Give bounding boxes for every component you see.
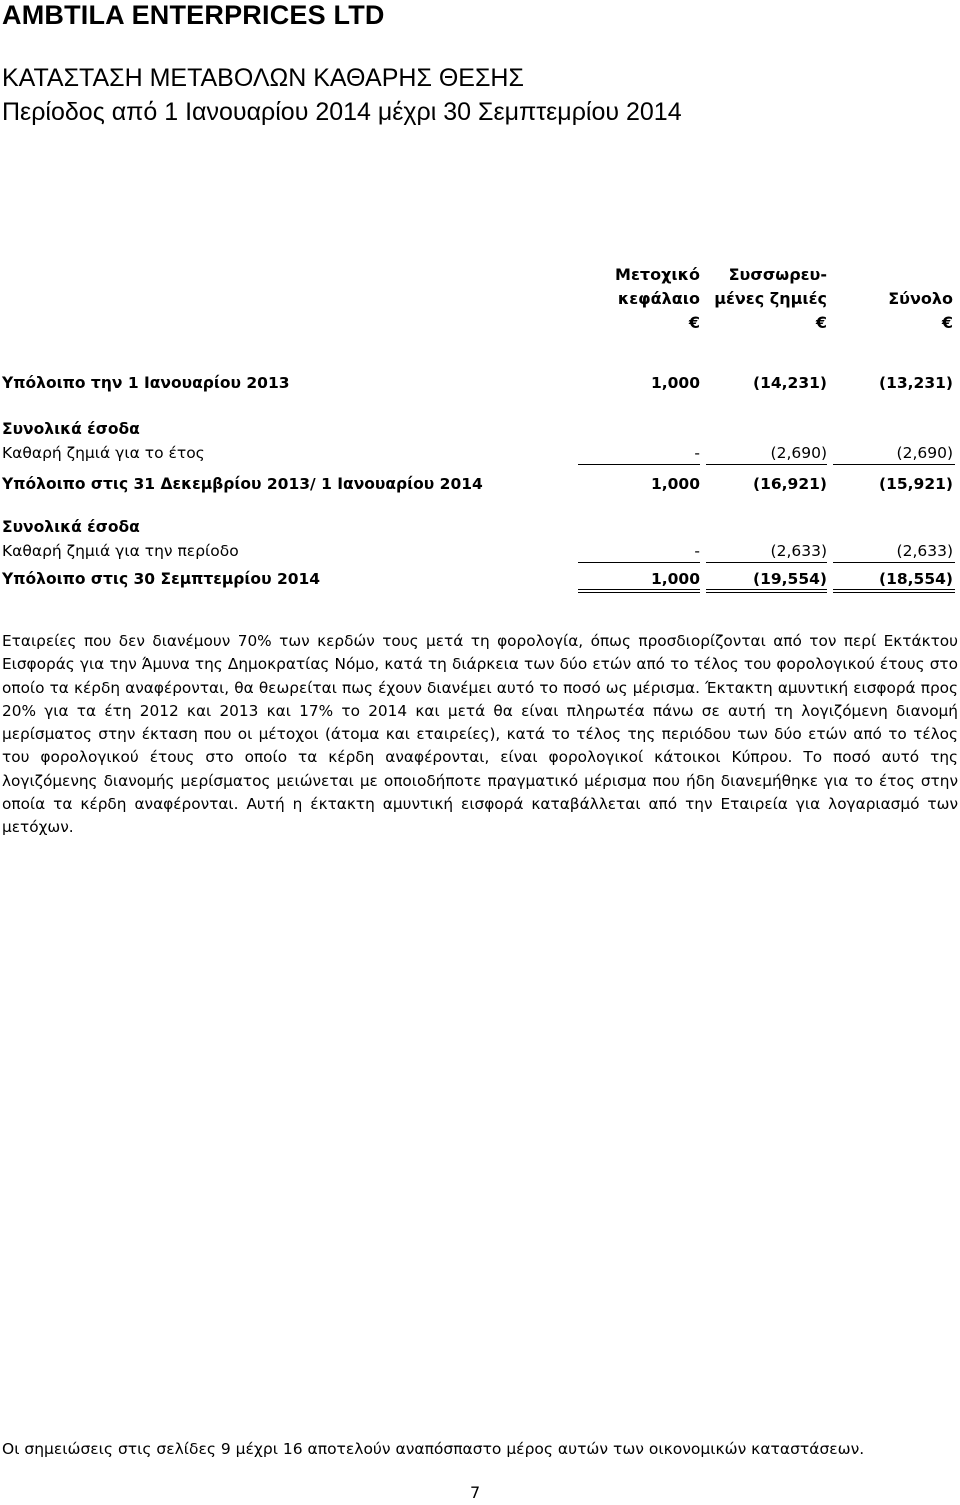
row-net-loss-year-total: (2,690) [896, 444, 953, 462]
row-net-loss-period-accumulated-losses: (2,633) [770, 542, 827, 560]
row-balance-2013-label: Υπόλοιπο την 1 Ιανουαρίου 2013 [2, 374, 290, 392]
column-header-accumulated-losses [710, 263, 827, 335]
row-net-loss-period-share-capital: - [694, 542, 700, 560]
row-balance-sep2014-total: (18,554) [879, 570, 953, 588]
row-balance-sep2014-accumulated-losses: (19,554) [753, 570, 827, 588]
column-header-line2: Σύνολο [888, 289, 953, 308]
subtotal-underline [578, 464, 700, 465]
row-balance-dec2013-label: Υπόλοιπο στις 31 Δεκεμβρίου 2013/ 1 Ιανουαρίου 2014 [2, 475, 483, 493]
subtotal-underline [833, 464, 955, 465]
row-balance-sep2014-share-capital: 1,000 [650, 570, 700, 588]
column-header-line2: μένες ζημιές [714, 289, 827, 308]
subtotal-underline [706, 464, 827, 465]
row-net-loss-year-label: Καθαρή ζημιά για το έτος [2, 444, 205, 462]
section-comprehensive-income: Συνολικά έσοδα [2, 420, 140, 438]
column-header-line2: κεφάλαιο [617, 289, 700, 308]
column-header-currency: € [941, 313, 953, 332]
total-double-underline [833, 589, 955, 593]
row-balance-dec2013-accumulated-losses: (16,921) [753, 475, 827, 493]
row-balance-2013-share-capital: 1,000 [650, 374, 700, 392]
deemed-dividend-note: Εταιρείες που δεν διανέμουν 70% των κερδών τους μετά τη φορολογία, όπως προσδιορίζονται από τον περί Εκτάκτου Εισφοράς για την Άμυνα της Δημοκρατίας Νόμο, κατά τη διάρκεια των δύο ετών από το τέλος του φορολογικού έτους στο οποίο τα κέρδη αναφέρονται, θα θεωρείται πως έχουν διανέμει αυτό το ποσό ως μέρισμα. Έκτακτη αμυντική εισφορά προς 20% για τα έτη 2012 και 2013 και 17% το 2014 και μετά θα είναι πληρωτέα πάνω σε αυτή τη λογιζόμενη διανομή μερίσματος στην έκταση που οι μέτοχοι (άτομα και εταιρείες), κατά το τέλος της περιόδου των δύο ετών από το τέλος του φορολογικού έτους στο οποίο τα κέρδη αναφέρονται, είναι φορολογικοί κάτοικοι Κύπρου. Το ποσό αυτό της λογιζόμενης διανομής μερίσματος μειώνεται με οποιοδήποτε πραγματικό μέρισμα που ήδη διανεμήθηκε για το έτος στην οποία τα κέρδη αναφέρονται. Αυτή η έκτακτη αμυντική εισφορά καταβάλλεται από την Εταιρεία για λογαριασμό των μετόχων. [2, 632, 958, 837]
column-header-share-capital [600, 263, 700, 335]
row-net-loss-year-accumulated-losses: (2,690) [770, 444, 827, 462]
total-double-underline [706, 589, 827, 593]
row-balance-2013-accumulated-losses: (14,231) [753, 374, 827, 392]
row-net-loss-year-share-capital: - [694, 444, 700, 462]
row-balance-dec2013-total: (15,921) [879, 475, 953, 493]
company-name: AMBTILA ENTERPRICES LTD [2, 0, 385, 30]
page-number: 7 [470, 1483, 481, 1502]
statement-period: Περίοδος από 1 Ιανουαρίου 2014 μέχρι 30 Σεμπτεμρίου 2014 [2, 98, 682, 126]
total-double-underline [578, 589, 700, 593]
column-header-line1 [835, 263, 953, 287]
section-comprehensive-income: Συνολικά έσοδα [2, 518, 140, 536]
column-header-line1: Μετοχικό [615, 265, 700, 284]
column-header-total [835, 263, 953, 335]
row-balance-sep2014-label: Υπόλοιπο στις 30 Σεμπτεμρίου 2014 [2, 570, 321, 588]
column-header-currency: € [815, 313, 827, 332]
subtotal-underline [706, 562, 827, 563]
row-net-loss-period-label: Καθαρή ζημιά για την περίοδο [2, 542, 239, 560]
column-header-currency: € [688, 313, 700, 332]
subtotal-underline [578, 562, 700, 563]
row-balance-2013-total: (13,231) [879, 374, 953, 392]
row-balance-dec2013-share-capital: 1,000 [650, 475, 700, 493]
footer-note: Οι σημειώσεις στις σελίδες 9 μέχρι 16 αποτελούν αναπόσπαστο μέρος αυτών των οικονομικών καταστάσεων. [2, 1440, 865, 1458]
subtotal-underline [833, 562, 955, 563]
statement-title: ΚΑΤΑΣΤΑΣΗ ΜΕΤΑΒΟΛΩΝ ΚΑΘΑΡΗΣ ΘΕΣΗΣ [2, 64, 524, 92]
column-header-line1: Συσσωρευ- [728, 265, 827, 284]
row-net-loss-period-total: (2,633) [896, 542, 953, 560]
